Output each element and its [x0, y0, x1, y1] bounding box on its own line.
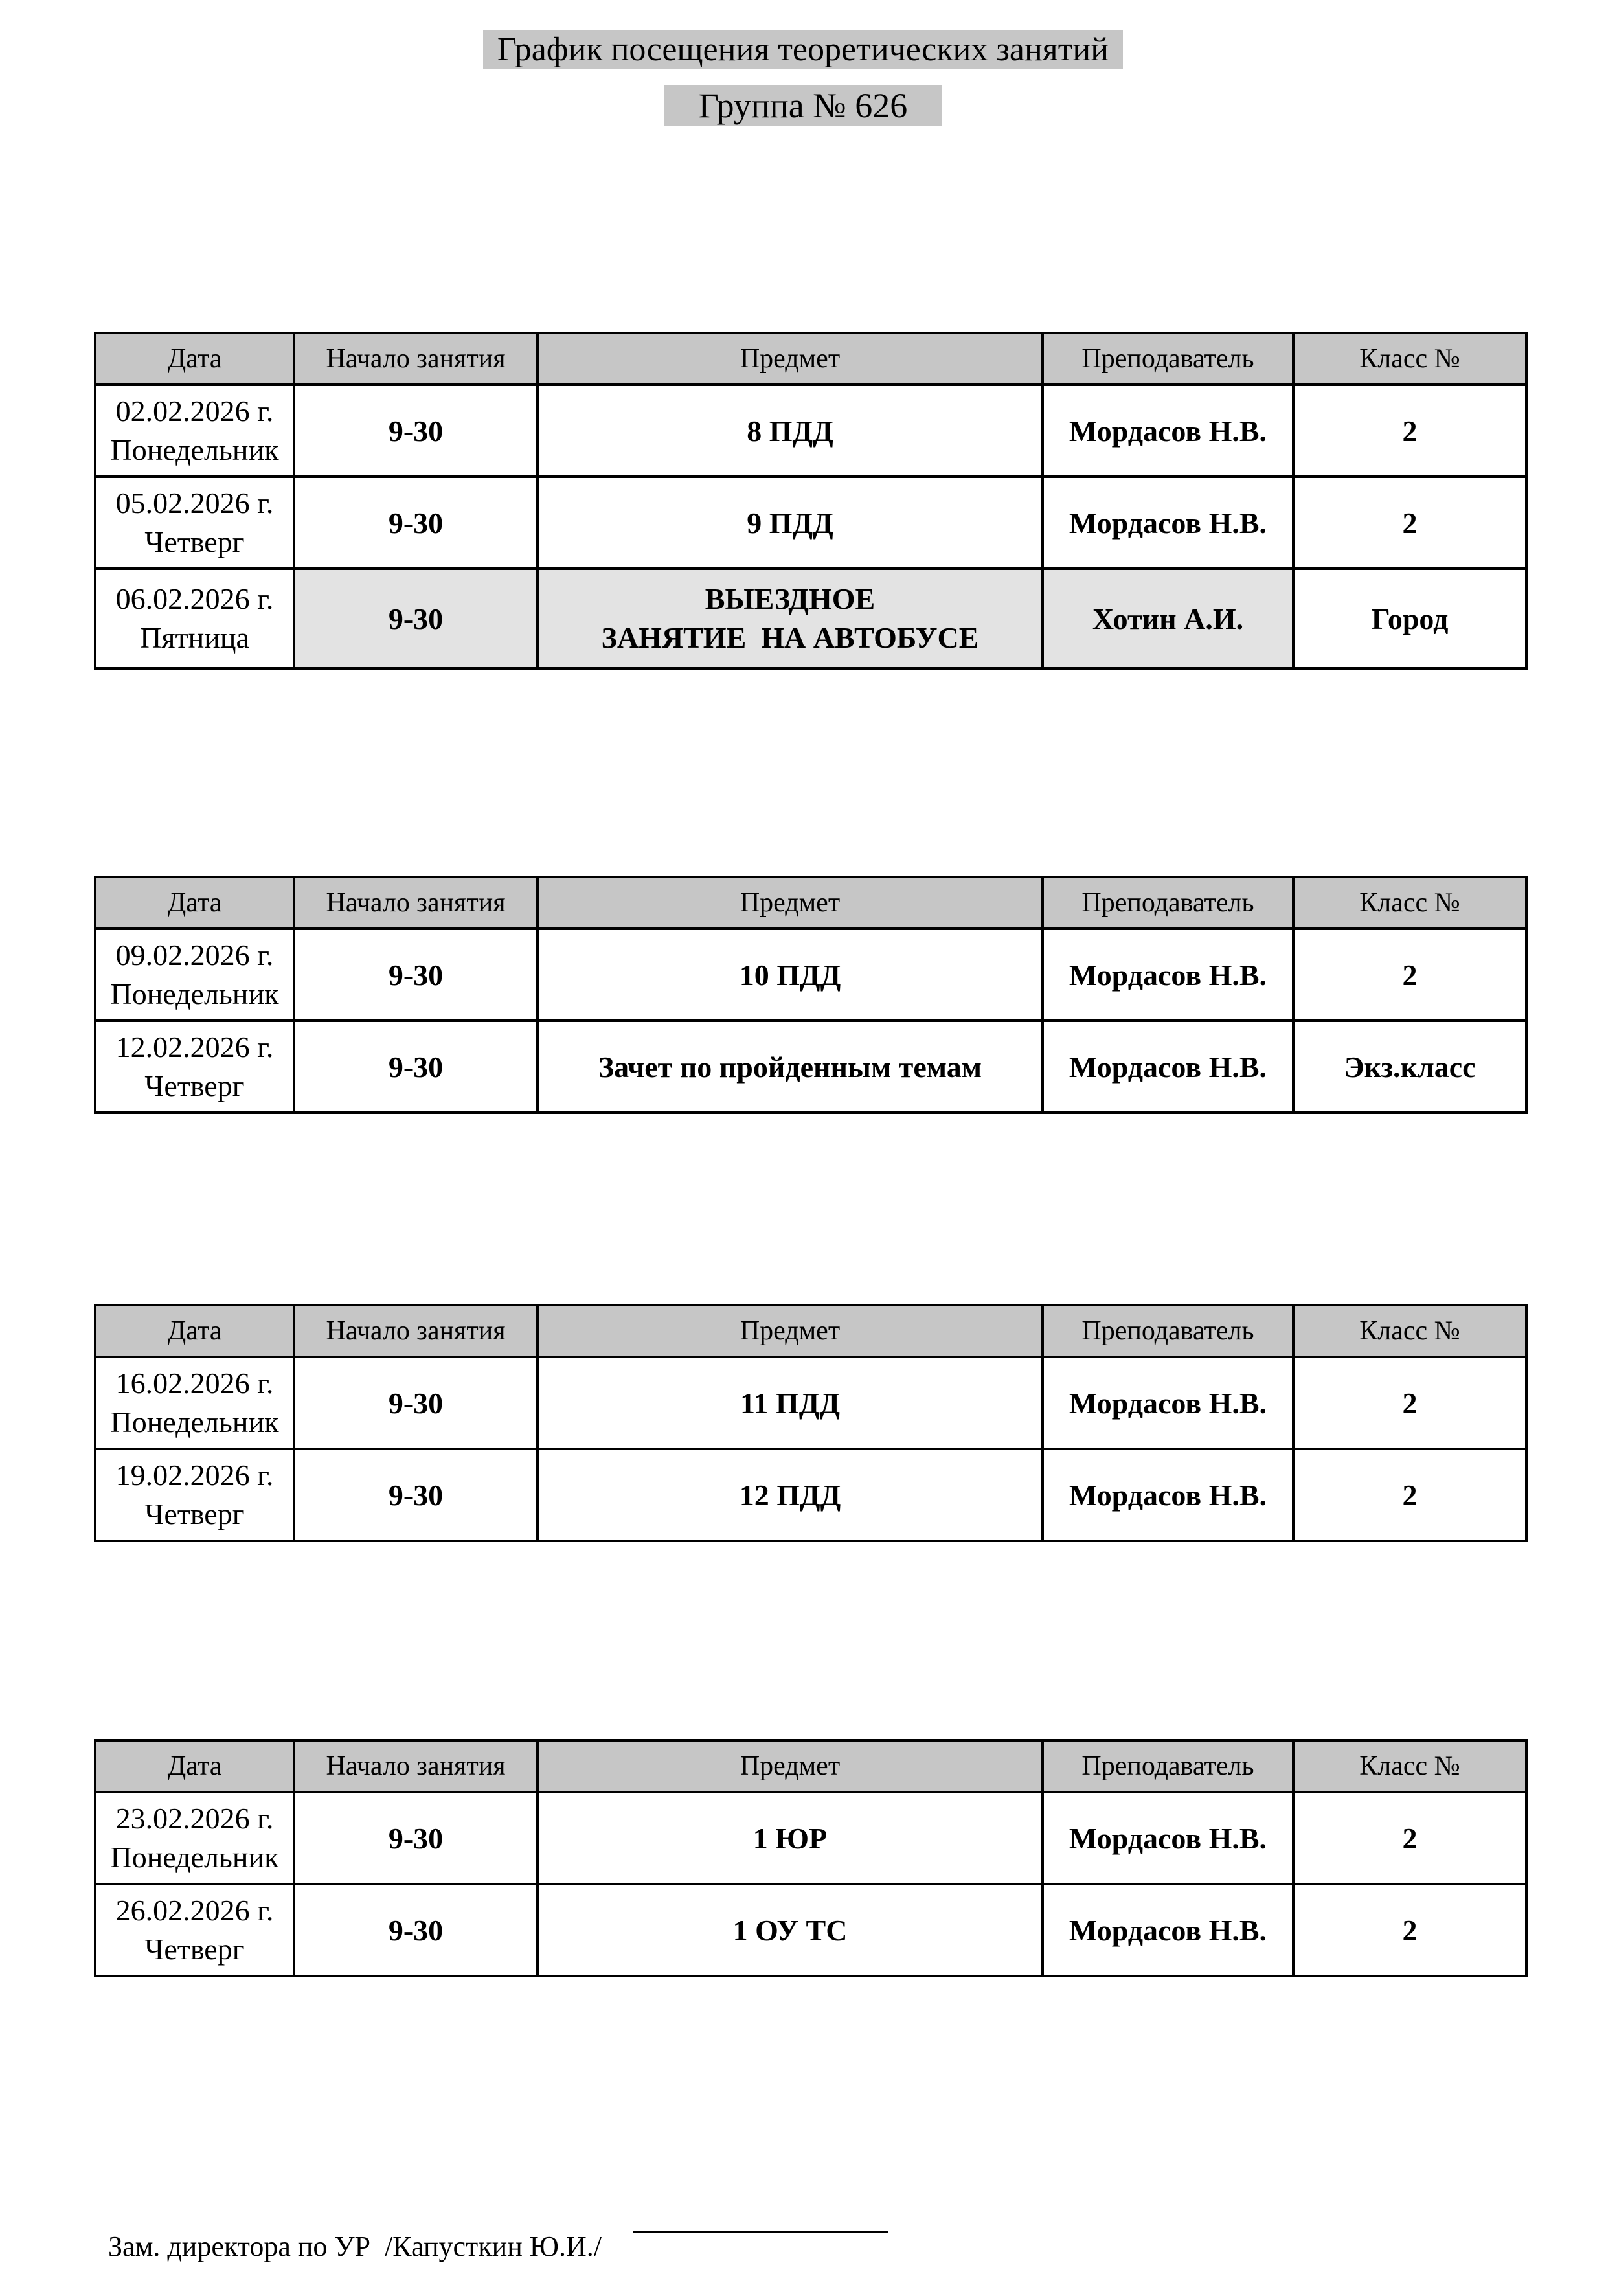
weekday-text: Понедельник — [110, 433, 279, 466]
date-cell — [95, 385, 294, 477]
column-header-teacher: Преподаватель — [1043, 877, 1293, 929]
teacher-cell: Мордасов Н.В. — [1043, 385, 1293, 477]
column-header-start: Начало занятия — [294, 877, 537, 929]
signature-label: Зам. директора по УР /Капусткин Ю.И./ — [108, 2231, 602, 2262]
schedule-table-4 — [94, 1739, 1528, 1977]
teacher-cell: Мордасов Н.В. — [1043, 477, 1293, 569]
column-header-start: Начало занятия — [294, 333, 537, 385]
column-header-date: Дата — [95, 1740, 294, 1792]
start-time-cell: 9-30 — [294, 1021, 537, 1113]
date-text: 19.02.2026 г. — [115, 1459, 274, 1492]
subject-line-2: ЗАНЯТИЕ НА АВТОБУСЕ — [601, 621, 979, 654]
column-header-date: Дата — [95, 1305, 294, 1357]
column-header-room: Класс № — [1293, 1740, 1526, 1792]
teacher-cell: Мордасов Н.В. — [1043, 1357, 1293, 1449]
weekday-text: Четверг — [144, 525, 245, 558]
header-row — [95, 877, 1526, 929]
column-header-room: Класс № — [1293, 1305, 1526, 1357]
date-cell — [95, 1449, 294, 1541]
column-header-subject: Предмет — [537, 877, 1043, 929]
schedule-table-3 — [94, 1304, 1528, 1542]
weekday-text: Понедельник — [110, 1841, 279, 1874]
weekday-text: Четверг — [144, 1069, 245, 1102]
subject-line-1: ВЫЕЗДНОЕ — [705, 582, 876, 616]
classroom-cell: Город — [1293, 569, 1526, 668]
column-header-room: Класс № — [1293, 877, 1526, 929]
subject-cell: Зачет по пройденным темам — [537, 1021, 1043, 1113]
subject-cell: 12 ПДД — [537, 1449, 1043, 1541]
signature-line — [633, 2231, 888, 2233]
table-row — [95, 1021, 1526, 1113]
subject-cell: 1 ОУ ТС — [537, 1884, 1043, 1976]
column-header-start: Начало занятия — [294, 1305, 537, 1357]
table-row-highlighted — [95, 569, 1526, 668]
date-text: 06.02.2026 г. — [115, 582, 274, 616]
classroom-cell: 2 — [1293, 1884, 1526, 1976]
subject-cell: 1 ЮР — [537, 1792, 1043, 1884]
weekday-text: Понедельник — [110, 1405, 279, 1438]
table-row — [95, 929, 1526, 1021]
table-row — [95, 1357, 1526, 1449]
start-time-cell: 9-30 — [294, 1449, 537, 1541]
date-cell — [95, 929, 294, 1021]
column-header-subject: Предмет — [537, 1305, 1043, 1357]
teacher-cell: Мордасов Н.В. — [1043, 1792, 1293, 1884]
teacher-cell: Мордасов Н.В. — [1043, 929, 1293, 1021]
date-text: 12.02.2026 г. — [115, 1030, 274, 1064]
date-cell — [95, 1021, 294, 1113]
subject-cell: 11 ПДД — [537, 1357, 1043, 1449]
date-text: 02.02.2026 г. — [115, 394, 274, 428]
table-row — [95, 1792, 1526, 1884]
weekday-text: Пятница — [140, 621, 249, 654]
schedule-table-1 — [94, 332, 1528, 670]
title-line-2-wrap — [0, 82, 1606, 139]
column-header-teacher: Преподаватель — [1043, 1740, 1293, 1792]
start-time-cell: 9-30 — [294, 477, 537, 569]
classroom-cell: 2 — [1293, 477, 1526, 569]
start-time-cell: 9-30 — [294, 929, 537, 1021]
signature-block — [94, 2197, 602, 2296]
date-cell — [95, 569, 294, 668]
date-cell — [95, 1792, 294, 1884]
table-row — [95, 1449, 1526, 1541]
weekday-text: Четверг — [144, 1933, 245, 1966]
title-line-1: График посещения теоретических занятий — [483, 30, 1123, 69]
date-cell — [95, 1357, 294, 1449]
date-text: 26.02.2026 г. — [115, 1894, 274, 1927]
start-time-cell: 9-30 — [294, 1357, 537, 1449]
classroom-cell: 2 — [1293, 1357, 1526, 1449]
start-time-cell: 9-30 — [294, 1884, 537, 1976]
schedule-table-2 — [94, 876, 1528, 1114]
teacher-cell: Мордасов Н.В. — [1043, 1884, 1293, 1976]
start-time-cell: 9-30 — [294, 1792, 537, 1884]
header-row — [95, 333, 1526, 385]
start-time-cell: 9-30 — [294, 569, 537, 668]
column-header-date: Дата — [95, 877, 294, 929]
date-text: 23.02.2026 г. — [115, 1802, 274, 1836]
header-row — [95, 1740, 1526, 1792]
date-text: 16.02.2026 г. — [115, 1367, 274, 1400]
date-text: 09.02.2026 г. — [115, 938, 274, 972]
title-line-2: Группа № 626 — [664, 85, 942, 126]
subject-cell: 10 ПДД — [537, 929, 1043, 1021]
column-header-date: Дата — [95, 333, 294, 385]
column-header-subject: Предмет — [537, 333, 1043, 385]
date-cell — [95, 477, 294, 569]
start-time-cell: 9-30 — [294, 385, 537, 477]
table-row — [95, 385, 1526, 477]
weekday-text: Понедельник — [110, 977, 279, 1010]
date-text: 05.02.2026 г. — [115, 486, 274, 520]
title-line-1-wrap — [0, 26, 1606, 82]
table-row — [95, 1884, 1526, 1976]
classroom-cell: 2 — [1293, 1792, 1526, 1884]
subject-cell — [537, 569, 1043, 668]
column-header-subject: Предмет — [537, 1740, 1043, 1792]
column-header-start: Начало занятия — [294, 1740, 537, 1792]
column-header-teacher: Преподаватель — [1043, 333, 1293, 385]
header-row — [95, 1305, 1526, 1357]
subject-cell: 9 ПДД — [537, 477, 1043, 569]
weekday-text: Четверг — [144, 1497, 245, 1530]
classroom-cell: 2 — [1293, 1449, 1526, 1541]
teacher-cell: Мордасов Н.В. — [1043, 1021, 1293, 1113]
classroom-cell: Экз.класс — [1293, 1021, 1526, 1113]
table-row — [95, 477, 1526, 569]
classroom-cell: 2 — [1293, 929, 1526, 1021]
classroom-cell: 2 — [1293, 385, 1526, 477]
teacher-cell: Мордасов Н.В. — [1043, 1449, 1293, 1541]
column-header-teacher: Преподаватель — [1043, 1305, 1293, 1357]
teacher-cell: Хотин А.И. — [1043, 569, 1293, 668]
date-cell — [95, 1884, 294, 1976]
column-header-room: Класс № — [1293, 333, 1526, 385]
document-title — [0, 26, 1606, 139]
subject-cell: 8 ПДД — [537, 385, 1043, 477]
